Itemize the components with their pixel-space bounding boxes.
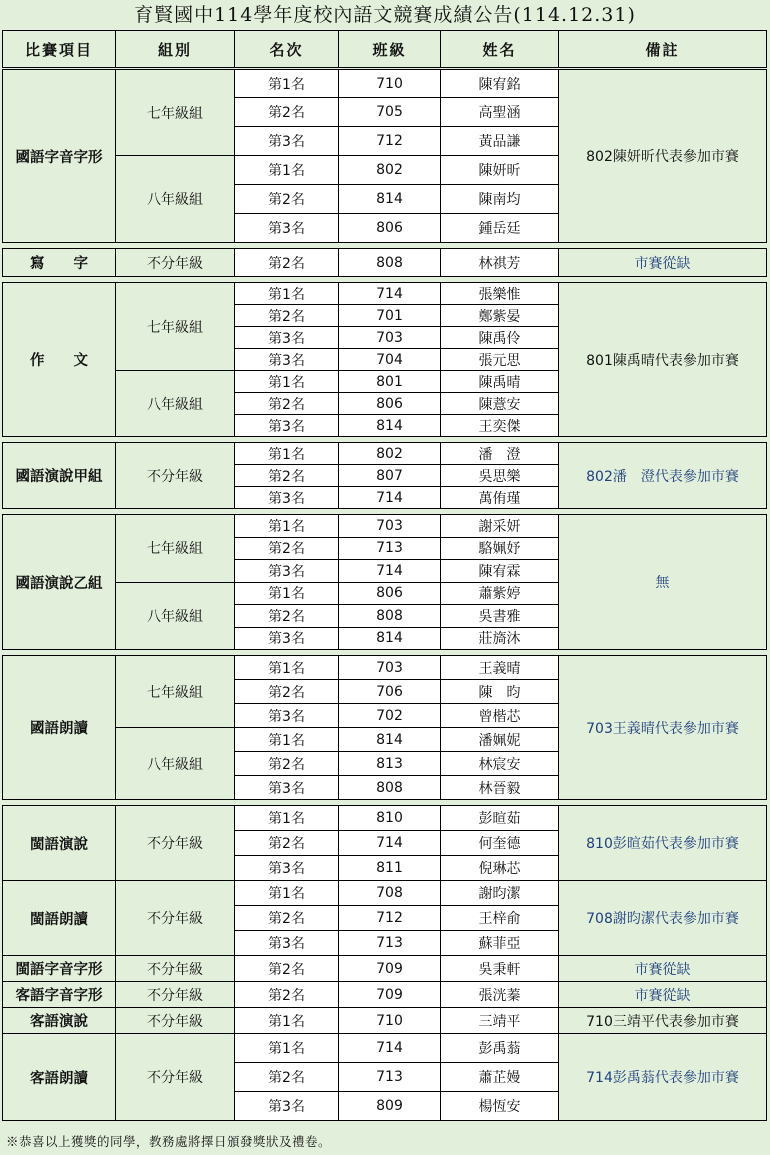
- note-cell: 802潘 澄代表參加市賽: [559, 443, 767, 509]
- student-name-cell: 黃品謙: [441, 127, 559, 156]
- rank-cell: 第3名: [235, 1092, 339, 1121]
- event-cell: 閩語演說: [3, 806, 116, 881]
- student-name-cell: 陳妍昕: [441, 156, 559, 185]
- rank-cell: 第1名: [235, 582, 339, 605]
- rank-cell: 第3名: [235, 704, 339, 728]
- event-cell: 客語演說: [3, 1008, 116, 1034]
- note-cell: 無: [559, 515, 767, 650]
- student-name-cell: 高聖涵: [441, 98, 559, 127]
- note-cell: 708謝昀潔代表參加市賽: [559, 881, 767, 956]
- class-cell: 808: [339, 776, 441, 800]
- student-name-cell: 謝昀潔: [441, 881, 559, 906]
- class-cell: 806: [339, 582, 441, 605]
- rank-cell: 第1名: [235, 728, 339, 752]
- rank-cell: 第3名: [235, 560, 339, 583]
- student-name-cell: 萬侑瑾: [441, 487, 559, 509]
- event-cell: 客語朗讀: [3, 1034, 116, 1121]
- student-name-cell: 蕭芷嫚: [441, 1063, 559, 1092]
- student-name-cell: 彭暄茹: [441, 806, 559, 831]
- student-name-cell: 鄭紫晏: [441, 305, 559, 327]
- note-cell: 市賽從缺: [559, 249, 767, 277]
- class-cell: 703: [339, 515, 441, 538]
- group-cell: 七年級組: [116, 69, 235, 156]
- student-name-cell: 駱姵妤: [441, 537, 559, 560]
- rank-cell: 第2名: [235, 98, 339, 127]
- rank-cell: 第1名: [235, 1034, 339, 1063]
- rank-cell: 第1名: [235, 283, 339, 305]
- rank-cell: 第2名: [235, 393, 339, 415]
- class-cell: 808: [339, 249, 441, 277]
- student-name-cell: 陳宥霖: [441, 560, 559, 583]
- student-name-cell: 張洸蓁: [441, 982, 559, 1008]
- student-name-cell: 陳南均: [441, 185, 559, 214]
- rank-cell: 第1名: [235, 156, 339, 185]
- event-cell: 國語朗讀: [3, 656, 116, 800]
- student-name-cell: 陳禹伶: [441, 327, 559, 349]
- student-name-cell: 陳薏安: [441, 393, 559, 415]
- rank-cell: 第3名: [235, 127, 339, 156]
- event-cell: 國語字音字形: [3, 69, 116, 243]
- class-cell: 706: [339, 680, 441, 704]
- student-name-cell: 陳宥銘: [441, 69, 559, 98]
- class-cell: 811: [339, 856, 441, 881]
- table-row: [3, 956, 767, 982]
- student-name-cell: 林晉毅: [441, 776, 559, 800]
- table-row: [3, 806, 767, 831]
- event-cell: 閩語朗讀: [3, 881, 116, 956]
- group-cell: 七年級組: [116, 515, 235, 583]
- class-cell: 713: [339, 1063, 441, 1092]
- table-row: [3, 656, 767, 680]
- rank-cell: 第2名: [235, 537, 339, 560]
- group-cell: 不分年級: [116, 982, 235, 1008]
- group-cell: 八年級組: [116, 728, 235, 800]
- class-cell: 714: [339, 560, 441, 583]
- table-row: [3, 982, 767, 1008]
- class-cell: 714: [339, 831, 441, 856]
- header-rank: 名次: [235, 31, 339, 69]
- header-name: 姓名: [441, 31, 559, 69]
- rank-cell: 第1名: [235, 515, 339, 538]
- rank-cell: 第2名: [235, 249, 339, 277]
- student-name-cell: 吳思樂: [441, 465, 559, 487]
- class-cell: 701: [339, 305, 441, 327]
- page-title: 育賢國中114學年度校內語文競賽成績公告(114.12.31): [134, 4, 636, 26]
- student-name-cell: 莊旖沐: [441, 627, 559, 650]
- student-name-cell: 曾楷芯: [441, 704, 559, 728]
- event-cell: 客語字音字形: [3, 982, 116, 1008]
- event-cell: 國語演說甲組: [3, 443, 116, 509]
- group-cell: 八年級組: [116, 156, 235, 243]
- rank-cell: 第1名: [235, 443, 339, 465]
- rank-cell: 第3名: [235, 487, 339, 509]
- class-cell: 702: [339, 704, 441, 728]
- note-cell: 801陳禹晴代表參加市賽: [559, 283, 767, 437]
- class-cell: 814: [339, 185, 441, 214]
- student-name-cell: 吳秉軒: [441, 956, 559, 982]
- class-cell: 814: [339, 627, 441, 650]
- event-cell: 寫 字: [3, 249, 116, 277]
- class-cell: 710: [339, 69, 441, 98]
- rank-cell: 第2名: [235, 1063, 339, 1092]
- student-name-cell: 張樂惟: [441, 283, 559, 305]
- student-name-cell: 陳禹晴: [441, 371, 559, 393]
- group-cell: 不分年級: [116, 881, 235, 956]
- event-cell: 作 文: [3, 283, 116, 437]
- class-cell: 814: [339, 415, 441, 437]
- class-cell: 713: [339, 931, 441, 956]
- note-cell: 710三靖平代表參加市賽: [559, 1008, 767, 1034]
- student-name-cell: 林祺芳: [441, 249, 559, 277]
- class-cell: 802: [339, 443, 441, 465]
- header-note: 備註: [559, 31, 767, 69]
- rank-cell: 第3名: [235, 214, 339, 243]
- student-name-cell: 潘姵妮: [441, 728, 559, 752]
- header-class: 班級: [339, 31, 441, 69]
- class-cell: 709: [339, 982, 441, 1008]
- table-row: [3, 1008, 767, 1034]
- rank-cell: 第2名: [235, 185, 339, 214]
- group-cell: 不分年級: [116, 956, 235, 982]
- rank-cell: 第1名: [235, 371, 339, 393]
- group-cell: 不分年級: [116, 1034, 235, 1121]
- class-cell: 813: [339, 752, 441, 776]
- rank-cell: 第2名: [235, 680, 339, 704]
- student-name-cell: 倪琳芯: [441, 856, 559, 881]
- group-cell: 七年級組: [116, 283, 235, 371]
- rank-cell: 第3名: [235, 776, 339, 800]
- student-name-cell: 王奕傑: [441, 415, 559, 437]
- rank-cell: 第2名: [235, 752, 339, 776]
- class-cell: 806: [339, 393, 441, 415]
- student-name-cell: 潘 澄: [441, 443, 559, 465]
- student-name-cell: 三靖平: [441, 1008, 559, 1034]
- header-group: 組別: [116, 31, 235, 69]
- table-row: [3, 249, 767, 277]
- table-row: [3, 515, 767, 538]
- event-cell: 國語演說乙組: [3, 515, 116, 650]
- student-name-cell: 王義晴: [441, 656, 559, 680]
- class-cell: 712: [339, 906, 441, 931]
- rank-cell: 第2名: [235, 982, 339, 1008]
- group-cell: 不分年級: [116, 806, 235, 881]
- class-cell: 710: [339, 1008, 441, 1034]
- student-name-cell: 蕭紫婷: [441, 582, 559, 605]
- class-cell: 714: [339, 487, 441, 509]
- class-cell: 810: [339, 806, 441, 831]
- class-cell: 807: [339, 465, 441, 487]
- rank-cell: 第2名: [235, 305, 339, 327]
- note-cell: 市賽從缺: [559, 956, 767, 982]
- class-cell: 708: [339, 881, 441, 906]
- rank-cell: 第3名: [235, 627, 339, 650]
- rank-cell: 第1名: [235, 806, 339, 831]
- rank-cell: 第2名: [235, 465, 339, 487]
- student-name-cell: 鍾岳廷: [441, 214, 559, 243]
- rank-cell: 第2名: [235, 605, 339, 628]
- note-cell: 802陳妍昕代表參加市賽: [559, 69, 767, 243]
- class-cell: 703: [339, 656, 441, 680]
- student-name-cell: 彭禹蓊: [441, 1034, 559, 1063]
- table-row: [3, 69, 767, 98]
- class-cell: 814: [339, 728, 441, 752]
- rank-cell: 第2名: [235, 956, 339, 982]
- group-cell: 不分年級: [116, 1008, 235, 1034]
- note-cell: 703王義晴代表參加市賽: [559, 656, 767, 800]
- student-name-cell: 林宸安: [441, 752, 559, 776]
- class-cell: 714: [339, 283, 441, 305]
- class-cell: 713: [339, 537, 441, 560]
- class-cell: 809: [339, 1092, 441, 1121]
- class-cell: 704: [339, 349, 441, 371]
- class-cell: 705: [339, 98, 441, 127]
- student-name-cell: 謝采妍: [441, 515, 559, 538]
- rank-cell: 第3名: [235, 856, 339, 881]
- class-cell: 714: [339, 1034, 441, 1063]
- group-cell: 七年級組: [116, 656, 235, 728]
- table-row: [3, 443, 767, 465]
- group-cell: 不分年級: [116, 443, 235, 509]
- rank-cell: 第2名: [235, 906, 339, 931]
- group-cell: 八年級組: [116, 371, 235, 437]
- results-body: [3, 69, 767, 1121]
- table-row: [3, 881, 767, 906]
- student-name-cell: 張元思: [441, 349, 559, 371]
- rank-cell: 第1名: [235, 69, 339, 98]
- class-cell: 703: [339, 327, 441, 349]
- rank-cell: 第3名: [235, 415, 339, 437]
- rank-cell: 第1名: [235, 656, 339, 680]
- rank-cell: 第1名: [235, 1008, 339, 1034]
- note-cell: 714彭禹蓊代表參加市賽: [559, 1034, 767, 1121]
- class-cell: 806: [339, 214, 441, 243]
- student-name-cell: 何奎德: [441, 831, 559, 856]
- header-row: [3, 31, 767, 69]
- class-cell: 801: [339, 371, 441, 393]
- rank-cell: 第3名: [235, 349, 339, 371]
- rank-cell: 第2名: [235, 831, 339, 856]
- class-cell: 709: [339, 956, 441, 982]
- note-cell: 810彭暄茹代表參加市賽: [559, 806, 767, 881]
- rank-cell: 第3名: [235, 931, 339, 956]
- group-cell: 八年級組: [116, 582, 235, 650]
- class-cell: 712: [339, 127, 441, 156]
- student-name-cell: 王梓俞: [441, 906, 559, 931]
- results-table: [2, 30, 767, 1121]
- event-cell: 閩語字音字形: [3, 956, 116, 982]
- class-cell: 802: [339, 156, 441, 185]
- rank-cell: 第3名: [235, 327, 339, 349]
- header-event: 比賽項目: [3, 31, 116, 69]
- note-cell: 市賽從缺: [559, 982, 767, 1008]
- class-cell: 808: [339, 605, 441, 628]
- rank-cell: 第1名: [235, 881, 339, 906]
- table-row: [3, 283, 767, 305]
- student-name-cell: 楊恆安: [441, 1092, 559, 1121]
- student-name-cell: 陳 昀: [441, 680, 559, 704]
- student-name-cell: 蘇菲亞: [441, 931, 559, 956]
- group-cell: 不分年級: [116, 249, 235, 277]
- table-row: [3, 1034, 767, 1063]
- footnote: ※恭喜以上獲獎的同學，教務處將擇日頒發獎狀及禮卷。: [6, 1134, 332, 1149]
- student-name-cell: 吳書雅: [441, 605, 559, 628]
